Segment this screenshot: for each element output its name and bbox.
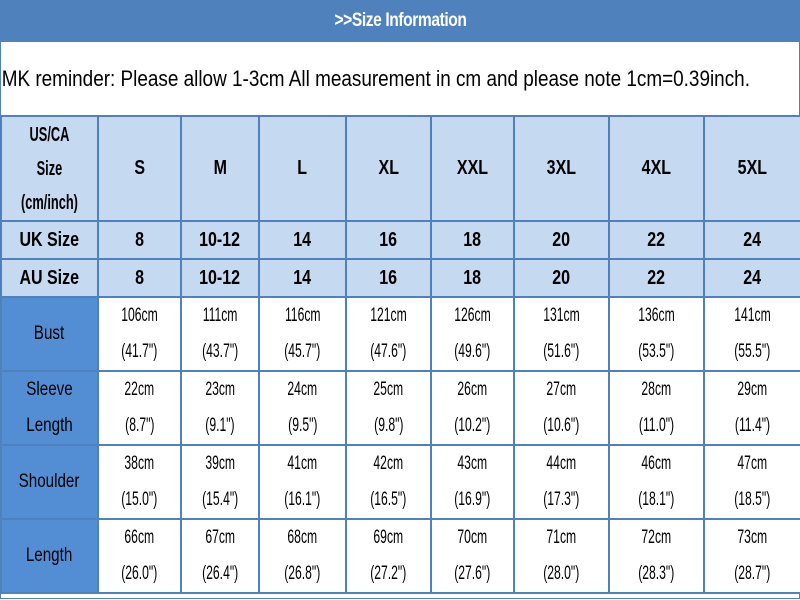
table-cell: 16 [346,221,431,259]
table-cell: 73cm(28.7") [704,519,800,593]
au-size-row [1,259,800,297]
table-cell: 38cm(15.0") [98,445,181,519]
us-size-header-label [1,116,98,221]
table-cell: 106cm(41.7") [98,297,181,371]
size-chart-table [0,115,800,594]
table-cell: 66cm(26.0") [98,519,181,593]
table-cell: 27cm(10.6") [514,371,609,445]
table-cell: 10-12 [181,259,259,297]
table-cell: 8 [98,221,181,259]
reminder-text: MK reminder: Please allow 1-3cm All measurement in cm and please note 1cm=0.39inch. [1,65,750,91]
table-cell: 41cm(16.1") [259,445,346,519]
size-header-cell: M [181,116,259,221]
table-cell: 25cm(9.8") [346,371,431,445]
section-title: >>Size Information [333,10,466,31]
size-header-cell: L [259,116,346,221]
table-cell: 67cm(26.4") [181,519,259,593]
section-title-bar [0,0,800,42]
row-label: Sleeve Length [1,371,98,445]
header-line: (cm/inch) [21,191,78,214]
size-header-cell: 5XL [704,116,800,221]
size-header-cell: XL [346,116,431,221]
table-cell: 47cm(18.5") [704,445,800,519]
table-cell: 44cm(17.3") [514,445,609,519]
bust-row [1,297,800,371]
row-label: UK Size [1,221,98,259]
table-cell: 8 [98,259,181,297]
row-label: AU Size [1,259,98,297]
table-cell: 121cm(47.6") [346,297,431,371]
sleeve-length-row [1,371,800,445]
table-cell: 28cm(11.0") [609,371,704,445]
table-cell: 18 [431,221,514,259]
shoulder-row [1,445,800,519]
table-cell: 20 [514,221,609,259]
row-label: Shoulder [1,445,98,519]
table-cell: 111cm(43.7") [181,297,259,371]
size-reminder-note [0,42,800,115]
header-line: Size [36,157,63,180]
table-cell: 16 [346,259,431,297]
table-cell: 71cm(28.0") [514,519,609,593]
uk-size-row [1,221,800,259]
table-cell: 22cm(8.7") [98,371,181,445]
table-cell: 69cm(27.2") [346,519,431,593]
table-cell: 43cm(16.9") [431,445,514,519]
table-cell: 24cm(9.5") [259,371,346,445]
table-cell: 70cm(27.6") [431,519,514,593]
table-cell: 24 [704,221,800,259]
table-cell: 46cm(18.1") [609,445,704,519]
table-cell: 24 [704,259,800,297]
table-cell: 22 [609,259,704,297]
table-cell: 126cm(49.6") [431,297,514,371]
table-cell: 14 [259,221,346,259]
table-cell: 116cm(45.7") [259,297,346,371]
table-cell: 29cm(11.4") [704,371,800,445]
table-cell: 20 [514,259,609,297]
table-cell: 136cm(53.5") [609,297,704,371]
us-size-header-row [1,116,800,221]
length-row [1,519,800,593]
table-cell: 39cm(15.4") [181,445,259,519]
row-label: Bust [1,297,98,371]
table-cell: 10-12 [181,221,259,259]
table-cell: 42cm(16.5") [346,445,431,519]
size-header-cell: 3XL [514,116,609,221]
table-cell: 23cm(9.1") [181,371,259,445]
header-line: US/CA [29,123,70,146]
table-cell: 68cm(26.8") [259,519,346,593]
row-label: Length [1,519,98,593]
size-header-cell: 4XL [609,116,704,221]
table-cell: 72cm(28.3") [609,519,704,593]
size-header-cell: XXL [431,116,514,221]
table-cell: 26cm(10.2") [431,371,514,445]
table-cell: 18 [431,259,514,297]
table-cell: 141cm(55.5") [704,297,800,371]
table-cell: 131cm(51.6") [514,297,609,371]
table-cell: 22 [609,221,704,259]
table-cell: 14 [259,259,346,297]
size-header-cell: S [98,116,181,221]
